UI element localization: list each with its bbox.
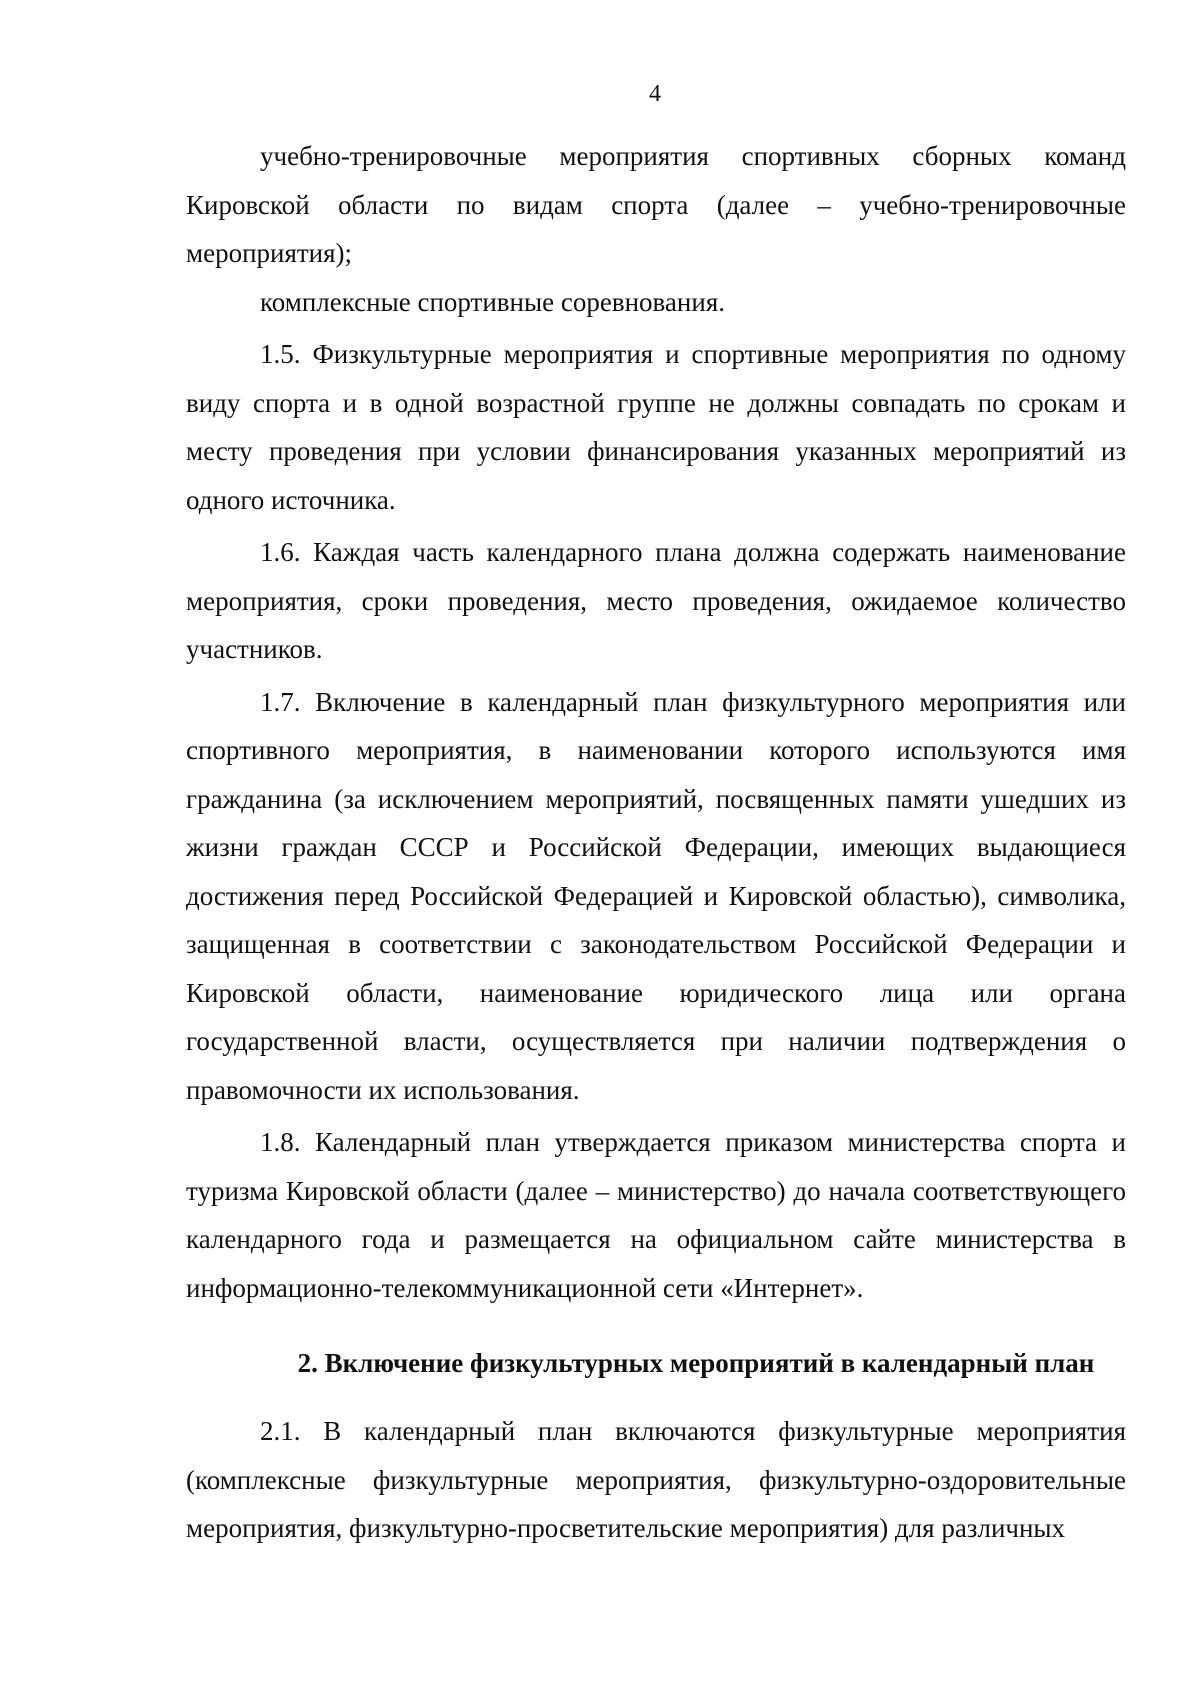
paragraph-1-8: 1.8. Календарный план утверждается приказом министерства спорта и туризма Кировской области (далее – министерство) до начала соответствующего календарного года и размещается на официальном сайте министерства в информационно-телекоммуникационной сети «Интернет». (186, 1127, 1126, 1303)
paragraph-1-7: 1.7. Включение в календарный план физкультурного мероприятия или спортивного мероприятия, в наименовании которого используются имя гражданина (за исключением мероприятий, посвященных памяти ушедших из жизни граждан СССР и Российской Федерации, имеющих выдающиеся достижения перед Российской Федерацией и Кировской областью), символика, защищенная в соответствии с законодательством Российской Федерации и Кировской области, наименование юридического лица или органа государственной власти, осуществляется при наличии подтверждения о правомочности их использования. (186, 686, 1126, 1105)
paragraph-1-6: 1.6. Каждая часть календарного плана должна содержать наименование мероприятия, сроки проведения, место проведения, ожидаемое количество участников. (186, 537, 1126, 664)
paragraph-1-5: 1.5. Физкультурные мероприятия и спортивные мероприятия по одному виду спорта и в одной возрастной группе не должны совпадать по срокам и месту проведения при условии финансирования указанных мероприятий из одного источника. (186, 339, 1126, 515)
page-number: 4 (649, 81, 661, 107)
paragraph-complex-competitions: комплексные спортивные соревнования. (260, 286, 725, 317)
document-body (186, 132, 1126, 1553)
paragraph-2-1: 2.1. В календарный план включаются физкультурные мероприятия (комплексные физкультурные мероприятия, физкультурно-оздоровительные мероприятия, физкультурно-просветительские мероприятия) для различных (186, 1416, 1126, 1543)
paragraph-training-events: учебно-тренировочные мероприятия спортивных сборных команд Кировской области по видам спорта (далее – учебно-тренировочные мероприятия); (186, 141, 1126, 268)
section-heading-2: 2. Включение физкультурных мероприятий в календарный план (297, 1348, 1095, 1378)
